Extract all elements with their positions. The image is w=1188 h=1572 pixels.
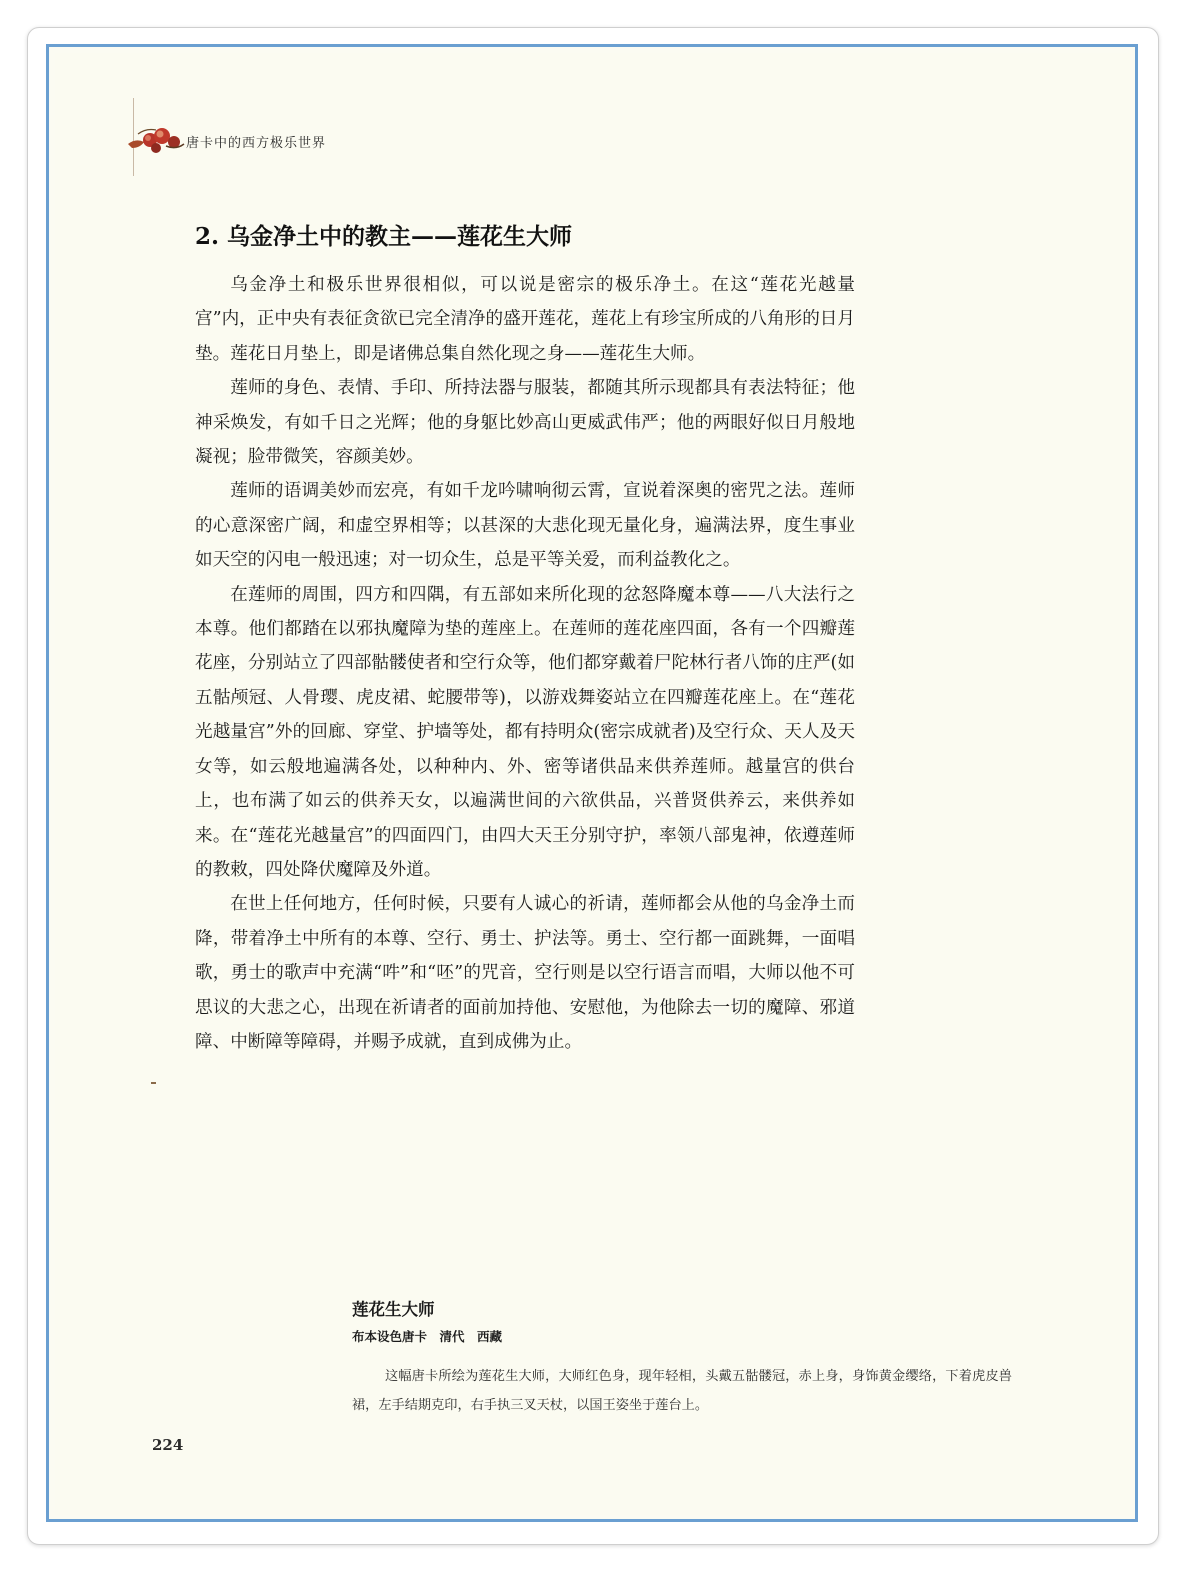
caption-paragraph: 这幅唐卡所绘为莲花生大师，大师红色身，现年轻相，头戴五骷髅冠，赤上身，身饰黄金缨络，下着虎皮兽裙，左手结期克印，右手执三叉天杖，以国王姿坐于莲台上。 <box>352 1369 1012 1413</box>
flower-ornament-icon <box>126 124 186 158</box>
paragraph: 莲师的身色、表情、手印、所持法器与服装，都随其所示现都具有表法特征；他神采焕发，有如千日之光辉；他的身躯比妙高山更威武伟严；他的两眼好似日月般地凝视；脸带微笑，容颜美妙。 <box>195 378 855 468</box>
caption-title: 莲花生大师 <box>352 1300 435 1319</box>
paragraph: 在莲师的周围，四方和四隅，有五部如来所化现的忿怒降魔本尊——八大法行之本尊。他们都踏在以邪执魔障为垫的莲座上。在莲师的莲花座四面，各有一个四瓣莲花座，分别站立了四部骷髅使者和空行众等，他们都穿戴着尸陀林行者八饰的庄严(如五骷颅冠、人骨璎、虎皮裙、蛇腰带等)，以游戏舞姿站立在四瓣莲花座上。在“莲花光越量宫”外的回廊、穿堂、护墙等处，都有持明众(密宗成就者)及空行众、天人及天女等，如云般地遍满各处，以种种内、外、密等诸供品来供养莲师。越量宫的供台上，也布满了如云的供养天女，以遍满世间的六欲供品，兴普贤供养云，来供养如来。在“莲花光越量宫”的四面四门，由四大天王分别守护，率领八部鬼神，依遵莲师的教敕，四处降伏魔障及外道。 <box>195 584 855 880</box>
caption-text <box>352 1362 1012 1420</box>
caption-subtitle: 布本设色唐卡 清代 西藏 <box>352 1329 503 1344</box>
page-number: 224 <box>152 1436 184 1454</box>
paragraph: 乌金净土和极乐世界很相似，可以说是密宗的极乐净土。在这“莲花光越量宫”内，正中央有表征贪欲已完全清净的盛开莲花，莲花上有珍宝所成的八角形的日月垫。莲花日月垫上，即是诸佛总集自然化现之身——莲花生大师。 <box>195 275 855 364</box>
running-head: 唐卡中的西方极乐世界 <box>186 136 327 151</box>
section-title: 2. 乌金净土中的教主——莲花生大师 <box>195 223 573 250</box>
print-speck <box>151 1082 156 1084</box>
paragraph: 莲师的语调美妙而宏亮，有如千龙吟啸响彻云霄，宣说着深奥的密咒之法。莲师的心意深密广阔，和虚空界相等；以甚深的大悲化现无量化身，遍满法界，度生事业如天空的闪电一般迅速；对一切众生，总是平等关爱，而利益教化之。 <box>195 481 855 571</box>
paragraph: 在世上任何地方，任何时候，只要有人诚心的祈请，莲师都会从他的乌金净土而降，带着净土中所有的本尊、空行、勇士、护法等。勇士、空行都一面跳舞，一面唱歌，勇士的歌声中充满“吽”和“呸”的咒音，空行则是以空行语言而唱，大师以他不可思议的大悲之心，出现在祈请者的面前加持他、安慰他，为他除去一切的魔障、邪道障、中断障等障碍，并赐予成就，直到成佛为止。 <box>195 894 855 1052</box>
body-text <box>195 268 855 1059</box>
